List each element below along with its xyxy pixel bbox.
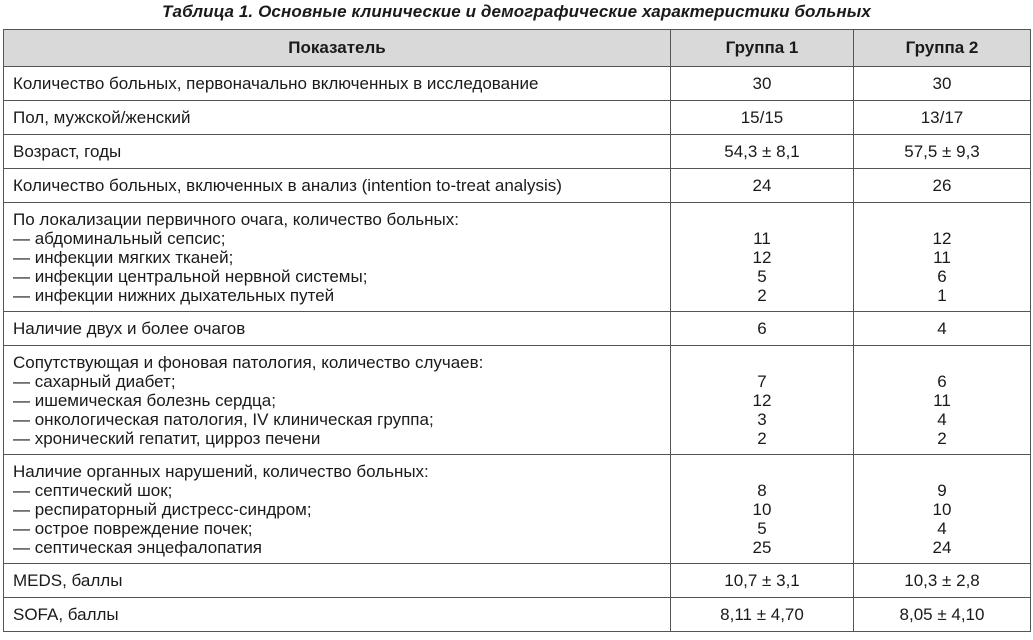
group2-values: [854, 203, 1031, 312]
characteristics-table: [3, 29, 1031, 632]
sub-item-label: — ишемическая болезнь сердца;: [13, 391, 276, 410]
group1-value: 5: [757, 519, 767, 538]
group2-value: 24: [932, 538, 952, 557]
group2-value: 11: [933, 248, 951, 267]
group1-value: 54,3 ± 8,1: [671, 135, 854, 169]
group2-value: 9: [937, 481, 947, 500]
group2-value: 30: [854, 67, 1031, 101]
table-row: [4, 169, 1031, 203]
row-label: Наличие двух и более очагов: [4, 312, 671, 346]
group2-value: 1: [937, 286, 947, 305]
row-label: Количество больных, включенных в анализ (intention to-treat analysis): [4, 169, 671, 203]
table-row: [4, 101, 1031, 135]
row-label-group: [4, 346, 671, 455]
row-label: Количество больных, первоначально включенных в исследование: [4, 67, 671, 101]
row-label: Возраст, годы: [4, 135, 671, 169]
table-row: [4, 346, 1031, 455]
row-label: Сопутствующая и фоновая патология, количество случаев:: [13, 353, 484, 372]
group1-value: 12: [752, 248, 772, 267]
group1-value: 25: [752, 538, 772, 557]
table-row: [4, 135, 1031, 169]
table-row: [4, 598, 1031, 632]
sub-item-label: — инфекции мягких тканей;: [13, 248, 234, 267]
header-indicator: Показатель: [4, 30, 671, 67]
group2-value: 6: [937, 267, 947, 286]
table-row: [4, 67, 1031, 101]
group1-value: 2: [757, 286, 767, 305]
row-label: SOFA, баллы: [4, 598, 671, 632]
row-label: MEDS, баллы: [4, 564, 671, 598]
group2-value: 8,05 ± 4,10: [854, 598, 1031, 632]
sub-item-label: — респираторный дистресс-синдром;: [13, 500, 312, 519]
group1-value: 15/15: [671, 101, 854, 135]
group1-values: [671, 346, 854, 455]
group2-value: 4: [937, 410, 947, 429]
sub-item-label: — сахарный диабет;: [13, 372, 176, 391]
header-group1: Группа 1: [671, 30, 854, 67]
header-group2: Группа 2: [854, 30, 1031, 67]
group2-value: 12: [932, 229, 952, 248]
group2-value: 4: [937, 519, 947, 538]
sub-item-label: — септический шок;: [13, 481, 173, 500]
group2-value: 6: [937, 372, 947, 391]
sub-item-label: — хронический гепатит, цирроз печени: [13, 429, 321, 448]
group2-value: 13/17: [854, 101, 1031, 135]
group1-value: 6: [671, 312, 854, 346]
table-header-row: [4, 30, 1031, 67]
row-label-group: [4, 203, 671, 312]
row-label: По локализации первичного очага, количество больных:: [13, 210, 459, 229]
group1-value: 3: [757, 410, 767, 429]
sub-item-label: — онкологическая патология, IV клиническая группа;: [13, 410, 434, 429]
group2-value: 4: [854, 312, 1031, 346]
group2-value: 57,5 ± 9,3: [854, 135, 1031, 169]
group2-value: 26: [854, 169, 1031, 203]
row-label: Наличие органных нарушений, количество больных:: [13, 462, 429, 481]
row-label: Пол, мужской/женский: [4, 101, 671, 135]
sub-item-label: — септическая энцефалопатия: [13, 538, 263, 557]
group1-value: 24: [671, 169, 854, 203]
group2-values: [854, 346, 1031, 455]
group1-value: 10,7 ± 3,1: [671, 564, 854, 598]
table-caption: Таблица 1. Основные клинические и демографические характеристики больных: [162, 2, 871, 21]
group1-value: 8: [757, 481, 767, 500]
group1-value: 2: [757, 429, 767, 448]
group2-value: 10,3 ± 2,8: [854, 564, 1031, 598]
table-row: [4, 203, 1031, 312]
group2-values: [854, 455, 1031, 564]
group1-value: 7: [757, 372, 767, 391]
group1-value: 11: [753, 229, 771, 248]
group2-value: 2: [937, 429, 947, 448]
group2-value: 10: [932, 500, 952, 519]
table-row: [4, 312, 1031, 346]
table-row: [4, 455, 1031, 564]
group1-values: [671, 203, 854, 312]
sub-item-label: — острое повреждение почек;: [13, 519, 253, 538]
group1-value: 10: [752, 500, 772, 519]
sub-item-label: — инфекции нижних дыхательных путей: [13, 286, 335, 305]
group1-value: 8,11 ± 4,70: [671, 598, 854, 632]
sub-item-label: — абдоминальный сепсис;: [13, 229, 226, 248]
group1-value: 30: [671, 67, 854, 101]
group2-value: 11: [933, 391, 951, 410]
group1-value: 12: [752, 391, 772, 410]
row-label-group: [4, 455, 671, 564]
group1-values: [671, 455, 854, 564]
sub-item-label: — инфекции центральной нервной системы;: [13, 267, 368, 286]
table-row: [4, 564, 1031, 598]
group1-value: 5: [757, 267, 767, 286]
